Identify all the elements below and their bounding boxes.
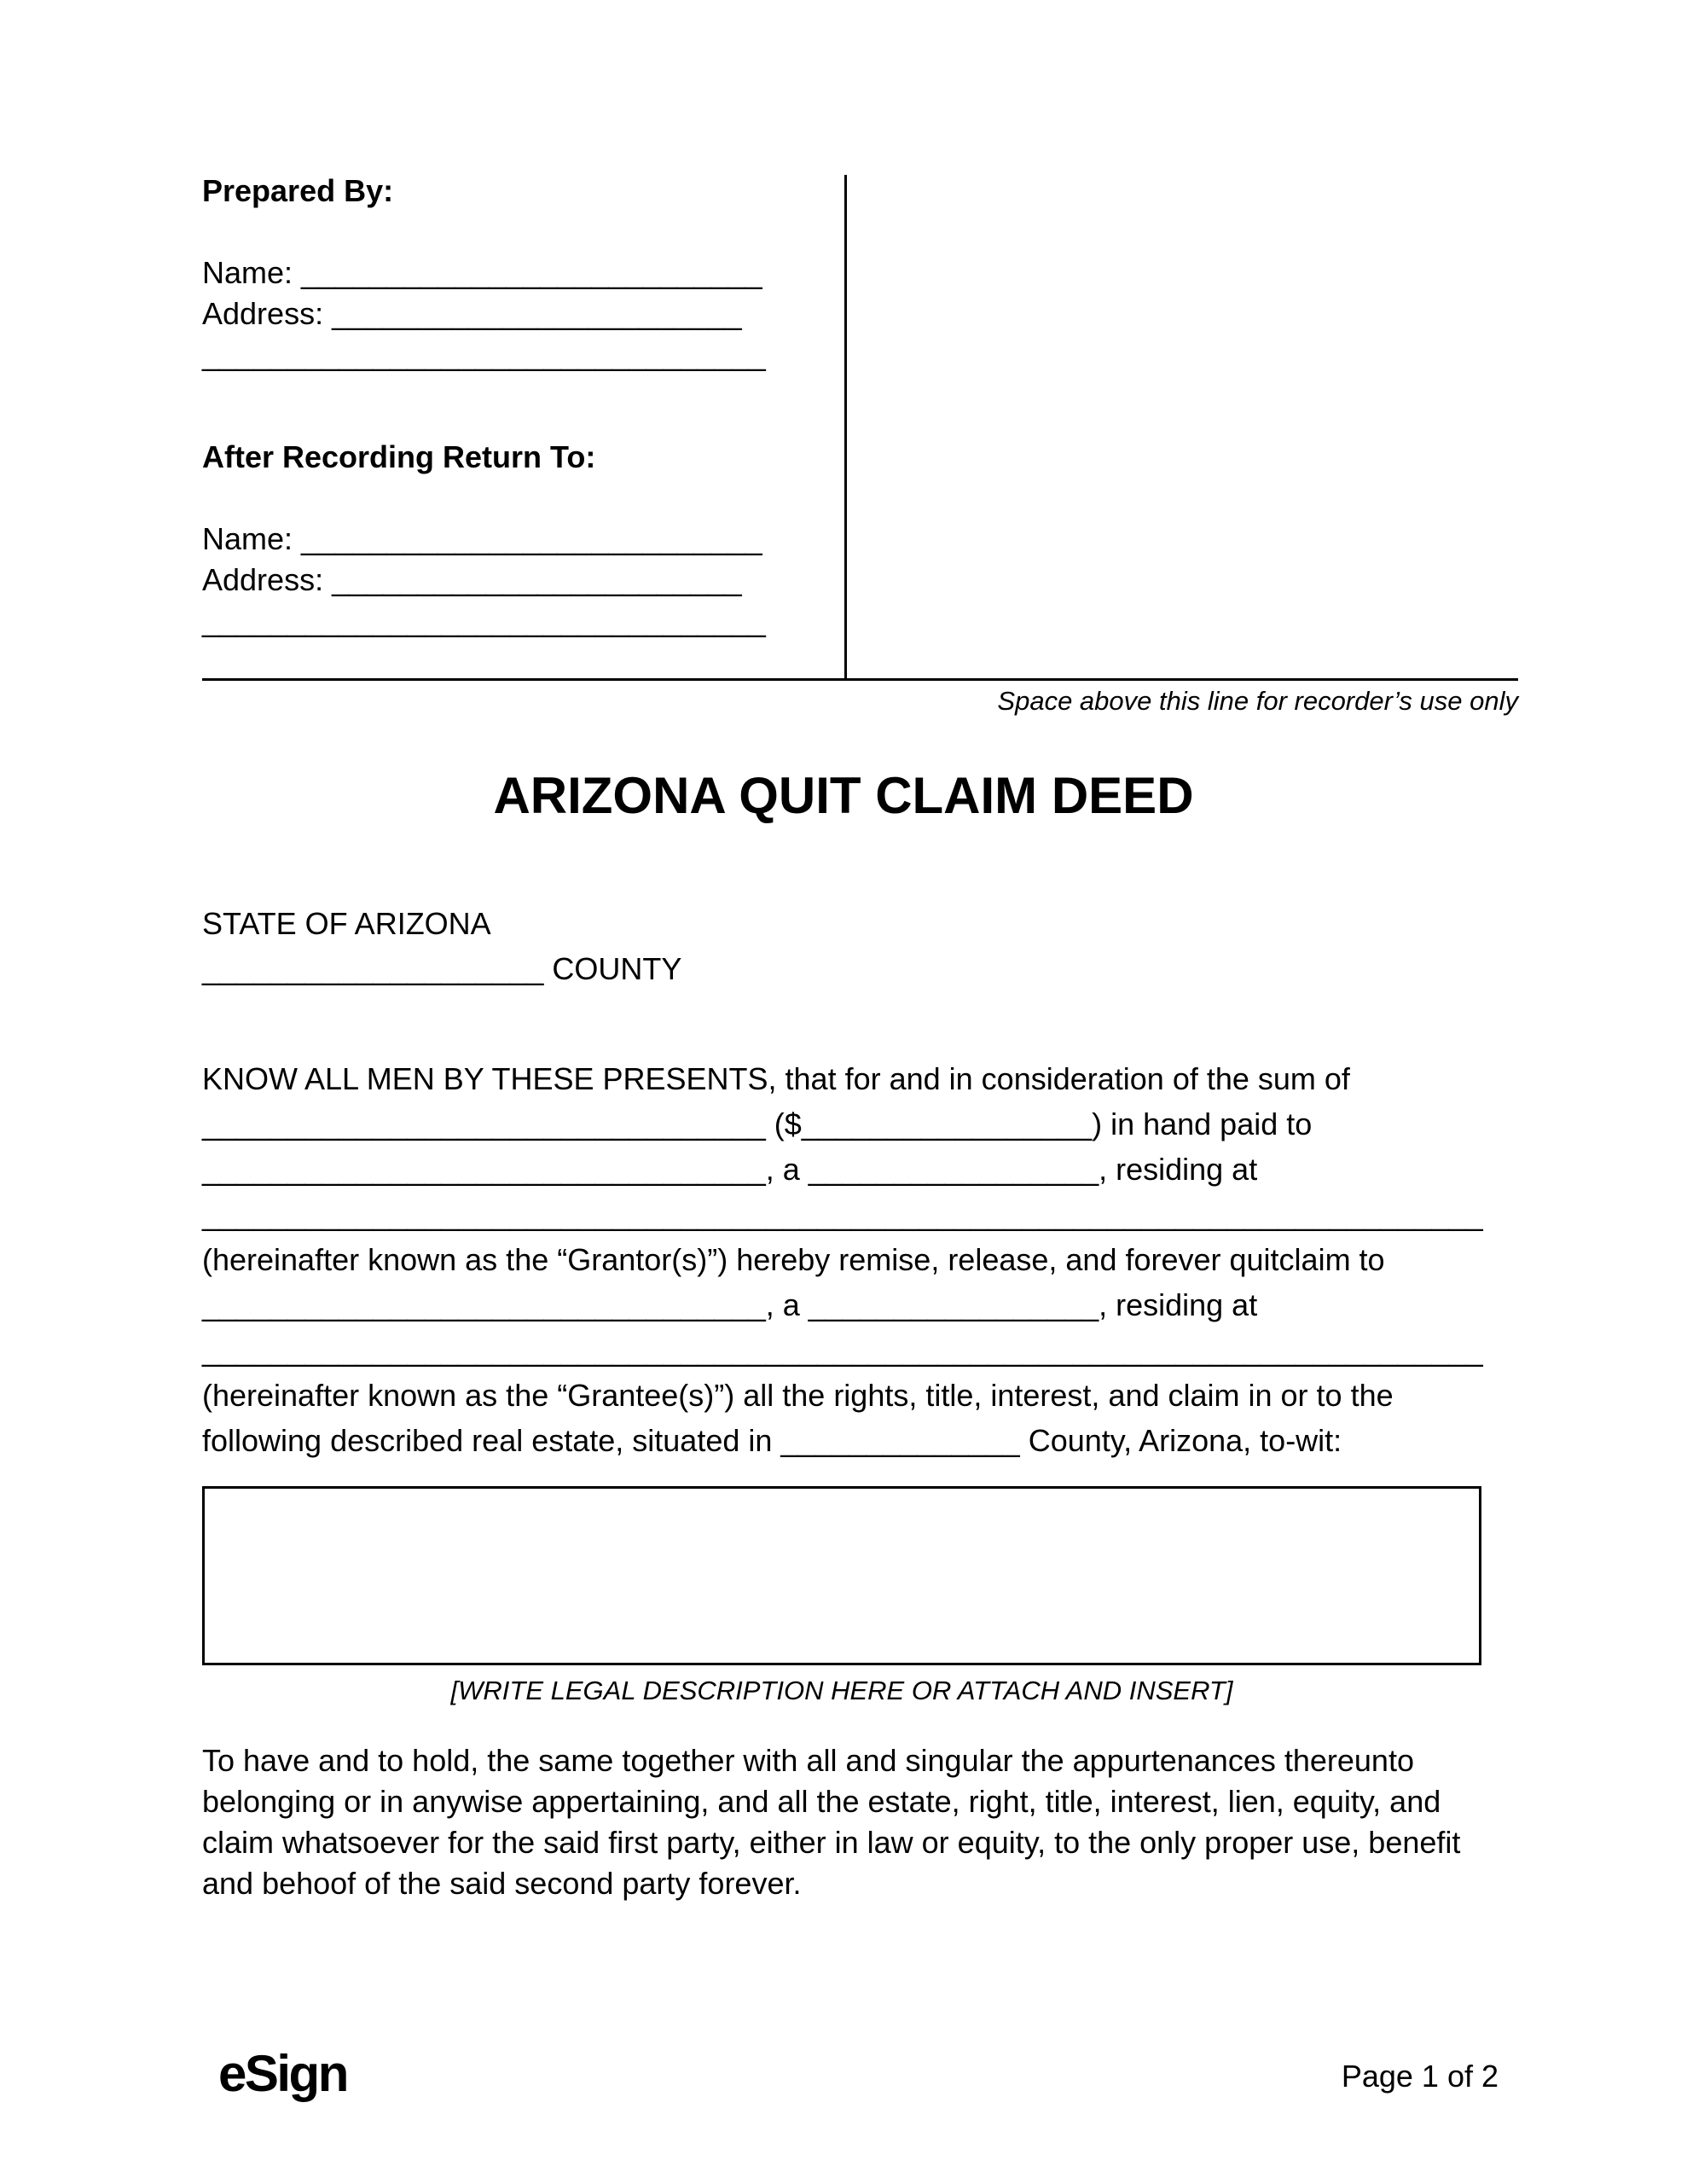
page-indicator: Page 1 of 2	[1341, 2059, 1499, 2094]
prepared-by-heading: Prepared By:	[202, 173, 394, 208]
habendum-line: and behoof of the said second party forever.	[202, 1866, 802, 1901]
after-recording-address-row	[202, 560, 850, 601]
name-blank-line: ___________________________	[301, 255, 762, 290]
address-blank-line: ________________________	[332, 562, 742, 597]
habendum-line: claim whatsoever for the said first party, either in law or equity, to the only proper use, benefit	[202, 1825, 1461, 1860]
name-label: Name:	[202, 255, 293, 290]
deed-line: _________________________________, a _________________, residing at	[202, 1287, 1258, 1322]
recorder-block	[202, 171, 850, 642]
habendum-line: To have and to hold, the same together with all and singular the appurtenances thereunto	[202, 1743, 1414, 1778]
habendum-line: belonging or in anywise appertaining, and all the estate, right, title, interest, lien, equity, and	[202, 1784, 1441, 1819]
address-blank-line: ________________________	[332, 296, 742, 331]
after-recording-extra-blank-line: _________________________________	[202, 603, 766, 638]
state-block	[202, 901, 681, 991]
recorder-horizontal-rule	[202, 678, 1518, 681]
deed-line: KNOW ALL MEN BY THESE PRESENTS, that for and in consideration of the sum of	[202, 1061, 1350, 1096]
deed-line: ___________________________________________________________________________	[202, 1333, 1483, 1368]
prepared-by-address-row	[202, 293, 850, 334]
legal-description-box	[202, 1486, 1481, 1665]
name-blank-line: ___________________________	[301, 521, 762, 556]
legal-description-caption: [WRITE LEGAL DESCRIPTION HERE OR ATTACH AND INSERT]	[450, 1676, 1233, 1705]
deed-line: _________________________________, a _________________, residing at	[202, 1152, 1258, 1187]
prepared-by-name-row	[202, 253, 850, 293]
page-title: ARIZONA QUIT CLAIM DEED	[493, 767, 1194, 824]
county-line: ____________________ COUNTY	[202, 951, 682, 986]
deed-line: ___________________________________________________________________________	[202, 1197, 1483, 1232]
deed-paragraph	[202, 1056, 1483, 1463]
address-label: Address:	[202, 562, 324, 597]
address-label: Address:	[202, 296, 324, 331]
after-recording-name-row	[202, 519, 850, 560]
deed-line: (hereinafter known as the “Grantee(s)”) all the rights, title, interest, and claim in or to the	[202, 1378, 1394, 1413]
after-recording-heading: After Recording Return To:	[202, 439, 596, 474]
habendum-paragraph	[202, 1740, 1533, 1904]
state-line: STATE OF ARIZONA	[202, 906, 491, 941]
deed-line: following described real estate, situated in ______________ County, Arizona, to-wit:	[202, 1423, 1342, 1458]
prepared-by-extra-blank-line: _________________________________	[202, 337, 766, 372]
deed-line: (hereinafter known as the “Grantor(s)”) hereby remise, release, and forever quitclaim to	[202, 1242, 1385, 1277]
recorder-vertical-divider	[844, 175, 847, 678]
name-label: Name:	[202, 521, 293, 556]
recorder-caption: Space above this line for recorder’s use only	[997, 686, 1518, 716]
esign-logo: eSign	[218, 2045, 347, 2102]
deed-line: _________________________________ ($_________________) in hand paid to	[202, 1107, 1313, 1141]
